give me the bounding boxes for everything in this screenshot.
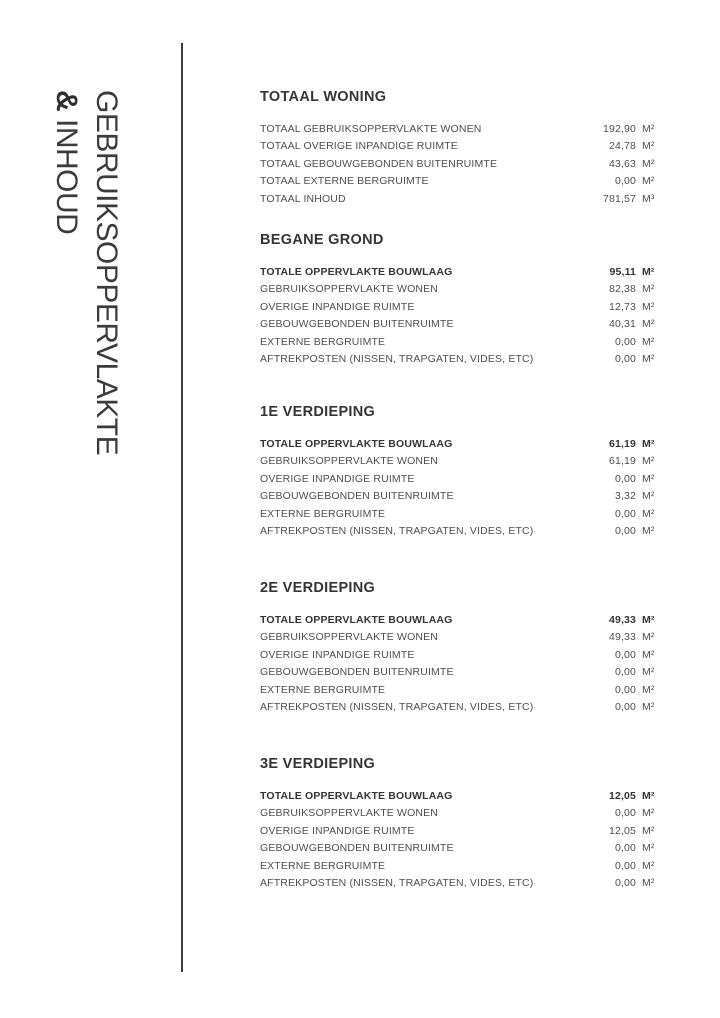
- page-title-line2: [46, 90, 86, 455]
- table-row: [260, 699, 658, 717]
- row-label: AFTREKPOSTEN (NISSEN, TRAPGATEN, VIDES, ETC): [260, 353, 534, 366]
- row-label: TOTALE OPPERVLAKTE BOUWLAAG: [260, 437, 453, 450]
- row-label: AFTREKPOSTEN (NISSEN, TRAPGATEN, VIDES, ETC): [260, 525, 534, 538]
- row-label: OVERIGE INPANDIGE RUIMTE: [260, 824, 415, 837]
- row-value: 192,90: [602, 122, 636, 135]
- row-unit: M²: [642, 300, 655, 313]
- row-label: AFTREKPOSTEN (NISSEN, TRAPGATEN, VIDES, ETC): [260, 701, 534, 714]
- section-rows: [260, 787, 658, 892]
- row-unit: M³: [642, 192, 655, 205]
- section-begane-grond: [260, 231, 658, 368]
- table-row: [260, 857, 658, 875]
- row-value: 12,73: [608, 300, 636, 313]
- table-row: [260, 805, 658, 823]
- section-1e-verdieping: [260, 403, 658, 540]
- row-unit: M²: [642, 842, 655, 855]
- row-label: TOTALE OPPERVLAKTE BOUWLAAG: [260, 789, 453, 802]
- row-unit: M²: [642, 157, 655, 170]
- table-row: [260, 523, 658, 541]
- row-unit: M²: [642, 265, 655, 278]
- row-value: 43,63: [608, 157, 636, 170]
- row-unit: M²: [642, 859, 655, 872]
- row-label: TOTALE OPPERVLAKTE BOUWLAAG: [260, 613, 453, 626]
- row-unit: M²: [642, 701, 655, 714]
- table-row: [260, 155, 658, 173]
- row-label: GEBRUIKSOPPERVLAKTE WONEN: [260, 631, 439, 644]
- row-value: 0,00: [614, 472, 636, 485]
- section-rows: [260, 435, 658, 540]
- table-row: [260, 611, 658, 629]
- row-unit: M²: [642, 318, 655, 331]
- table-row: [260, 281, 658, 299]
- section-rows: [260, 611, 658, 716]
- row-label: TOTAAL GEBOUWGEBONDEN BUITENRUIMTE: [260, 157, 498, 170]
- table-row: [260, 505, 658, 523]
- row-label: EXTERNE BERGRUIMTE: [260, 859, 386, 872]
- table-row: [260, 646, 658, 664]
- row-label: GEBOUWGEBONDEN BUITENRUIMTE: [260, 666, 454, 679]
- section-3e-verdieping: [260, 755, 658, 892]
- row-label: OVERIGE INPANDIGE RUIMTE: [260, 300, 415, 313]
- table-row: [260, 664, 658, 682]
- table-row: [260, 435, 658, 453]
- row-value: 0,00: [614, 353, 636, 366]
- table-row: [260, 840, 658, 858]
- page-title-line1: GEBRUIKSOPPERVLAKTE: [90, 90, 123, 456]
- vertical-divider-rule: [181, 43, 183, 972]
- row-unit: M²: [642, 648, 655, 661]
- row-value: 0,00: [614, 335, 636, 348]
- table-row: [260, 681, 658, 699]
- row-label: GEBOUWGEBONDEN BUITENRUIMTE: [260, 318, 454, 331]
- row-value: 82,38: [608, 283, 636, 296]
- table-row: [260, 787, 658, 805]
- section-heading: 3E VERDIEPING: [260, 756, 376, 772]
- row-unit: M²: [642, 437, 655, 450]
- row-unit: M²: [642, 490, 655, 503]
- table-row: [260, 453, 658, 471]
- row-label: GEBOUWGEBONDEN BUITENRUIMTE: [260, 842, 454, 855]
- row-unit: M²: [642, 283, 655, 296]
- row-value: 0,00: [614, 842, 636, 855]
- row-unit: M²: [642, 525, 655, 538]
- table-row: [260, 488, 658, 506]
- row-value: 61,19: [608, 437, 636, 450]
- page-title-vertical: [46, 90, 126, 455]
- row-value: 0,00: [614, 175, 636, 188]
- row-value: 0,00: [614, 859, 636, 872]
- section-heading: TOTAAL WONING: [260, 89, 387, 105]
- row-value: 61,19: [608, 455, 636, 468]
- row-label: EXTERNE BERGRUIMTE: [260, 507, 386, 520]
- section-heading: 1E VERDIEPING: [260, 404, 376, 420]
- section-rows: [260, 263, 658, 368]
- row-label: GEBOUWGEBONDEN BUITENRUIMTE: [260, 490, 454, 503]
- row-value: 0,00: [614, 648, 636, 661]
- row-unit: M²: [642, 140, 655, 153]
- row-value: 0,00: [614, 525, 636, 538]
- table-row: [260, 822, 658, 840]
- row-value: 12,05: [608, 824, 636, 837]
- row-unit: M²: [642, 613, 655, 626]
- row-value: 24,78: [608, 140, 636, 153]
- row-value: 40,31: [608, 318, 636, 331]
- row-value: 0,00: [614, 683, 636, 696]
- page-title-line2-text: INHOUD: [50, 119, 83, 235]
- row-unit: M²: [642, 683, 655, 696]
- row-value: 781,57: [602, 192, 636, 205]
- section-heading: 2E VERDIEPING: [260, 580, 376, 596]
- row-unit: M²: [642, 807, 655, 820]
- table-row: [260, 333, 658, 351]
- row-value: 0,00: [614, 701, 636, 714]
- row-value: 0,00: [614, 877, 636, 890]
- table-row: [260, 470, 658, 488]
- row-unit: M²: [642, 631, 655, 644]
- row-value: 0,00: [614, 807, 636, 820]
- section-rows: [260, 120, 658, 208]
- row-label: EXTERNE BERGRUIMTE: [260, 335, 386, 348]
- table-row: [260, 120, 658, 138]
- section-heading: BEGANE GROND: [260, 232, 384, 248]
- row-label: OVERIGE INPANDIGE RUIMTE: [260, 648, 415, 661]
- row-label: TOTAAL OVERIGE INPANDIGE RUIMTE: [260, 140, 458, 153]
- row-label: GEBRUIKSOPPERVLAKTE WONEN: [260, 283, 439, 296]
- table-row: [260, 351, 658, 369]
- row-unit: M²: [642, 877, 655, 890]
- row-value: 95,11: [609, 265, 636, 278]
- row-label: AFTREKPOSTEN (NISSEN, TRAPGATEN, VIDES, ETC): [260, 877, 534, 890]
- table-row: [260, 875, 658, 893]
- row-unit: M²: [642, 789, 655, 802]
- row-label: GEBRUIKSOPPERVLAKTE WONEN: [260, 455, 439, 468]
- row-unit: M²: [642, 353, 655, 366]
- table-row: [260, 190, 658, 208]
- row-value: 49,33: [608, 631, 636, 644]
- row-value: 49,33: [608, 613, 636, 626]
- table-row: [260, 316, 658, 334]
- row-label: TOTAAL GEBRUIKSOPPERVLAKTE WONEN: [260, 122, 482, 135]
- row-value: 3,32: [614, 490, 636, 503]
- table-row: [260, 629, 658, 647]
- row-label: TOTAAL INHOUD: [260, 192, 346, 205]
- row-unit: M²: [642, 455, 655, 468]
- row-label: TOTALE OPPERVLAKTE BOUWLAAG: [260, 265, 453, 278]
- row-unit: M²: [642, 335, 655, 348]
- table-row: [260, 138, 658, 156]
- table-row: [260, 263, 658, 281]
- section-2e-verdieping: [260, 579, 658, 716]
- section-totaal-woning: [260, 88, 658, 208]
- row-value: 0,00: [614, 666, 636, 679]
- table-row: [260, 173, 658, 191]
- row-value: 0,00: [614, 507, 636, 520]
- row-label: EXTERNE BERGRUIMTE: [260, 683, 386, 696]
- row-label: OVERIGE INPANDIGE RUIMTE: [260, 472, 415, 485]
- row-unit: M²: [642, 824, 655, 837]
- table-row: [260, 298, 658, 316]
- row-unit: M²: [642, 175, 655, 188]
- ampersand-glyph: &: [50, 90, 83, 112]
- row-unit: M²: [642, 472, 655, 485]
- row-label: GEBRUIKSOPPERVLAKTE WONEN: [260, 807, 439, 820]
- row-unit: M²: [642, 666, 655, 679]
- row-unit: M²: [642, 507, 655, 520]
- row-value: 12,05: [608, 789, 636, 802]
- row-unit: M²: [642, 122, 655, 135]
- row-label: TOTAAL EXTERNE BERGRUIMTE: [260, 175, 429, 188]
